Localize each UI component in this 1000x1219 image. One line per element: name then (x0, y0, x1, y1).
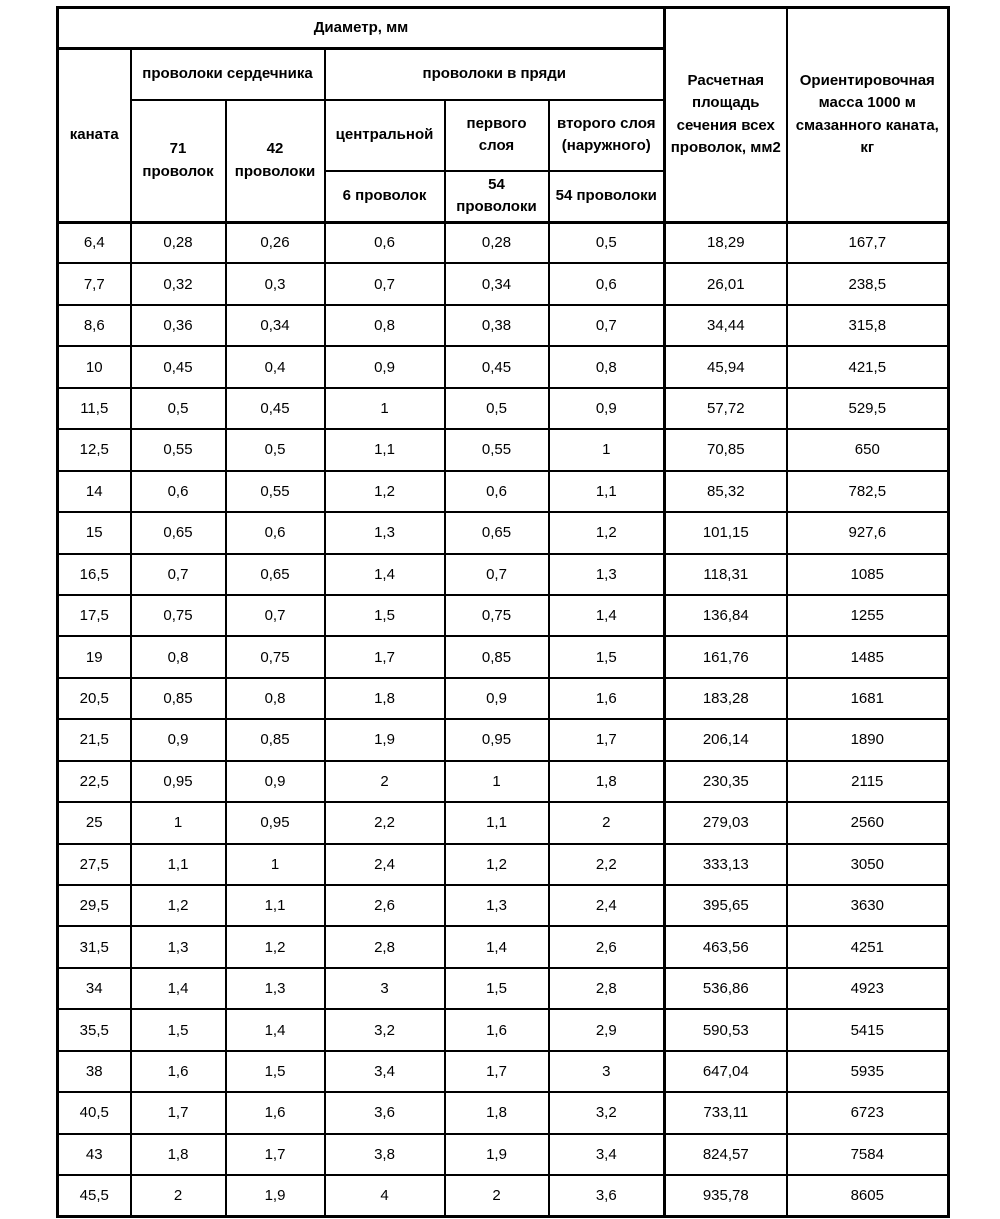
cell-strand-second-layer: 1,2 (549, 512, 665, 553)
cell-core-wire-71: 1,4 (131, 968, 226, 1009)
header-strand-central: центральной (325, 100, 445, 171)
cell-cross-section-area: 57,72 (665, 388, 787, 429)
cell-mass-1000m: 315,8 (787, 305, 949, 346)
cell-strand-central: 3 (325, 968, 445, 1009)
cell-strand-central: 1,7 (325, 636, 445, 677)
cell-strand-first-layer: 1,3 (445, 885, 549, 926)
cell-rope-diameter: 7,7 (58, 263, 131, 304)
cell-mass-1000m: 650 (787, 429, 949, 470)
cell-core-wire-42: 1,1 (226, 885, 325, 926)
cell-rope-diameter: 16,5 (58, 554, 131, 595)
cell-cross-section-area: 647,04 (665, 1051, 787, 1092)
cell-strand-second-layer: 1,7 (549, 719, 665, 760)
cell-cross-section-area: 161,76 (665, 636, 787, 677)
table-row (58, 968, 949, 1009)
cell-cross-section-area: 26,01 (665, 263, 787, 304)
cell-strand-first-layer: 0,28 (445, 222, 549, 263)
cell-cross-section-area: 935,78 (665, 1175, 787, 1216)
cell-rope-diameter: 35,5 (58, 1009, 131, 1050)
cell-cross-section-area: 70,85 (665, 429, 787, 470)
cell-core-wire-71: 1,1 (131, 844, 226, 885)
cell-strand-second-layer: 0,7 (549, 305, 665, 346)
header-strand-wires-group: проволоки в пряди (325, 49, 665, 100)
cell-mass-1000m: 1085 (787, 554, 949, 595)
cell-cross-section-area: 136,84 (665, 595, 787, 636)
cell-strand-central: 2,4 (325, 844, 445, 885)
cell-core-wire-42: 0,55 (226, 471, 325, 512)
cell-rope-diameter: 29,5 (58, 885, 131, 926)
cell-rope-diameter: 40,5 (58, 1092, 131, 1133)
cell-mass-1000m: 927,6 (787, 512, 949, 553)
table-row (58, 595, 949, 636)
cell-cross-section-area: 85,32 (665, 471, 787, 512)
cell-strand-first-layer: 0,85 (445, 636, 549, 677)
cell-strand-central: 0,8 (325, 305, 445, 346)
table-row (58, 719, 949, 760)
cell-mass-1000m: 5935 (787, 1051, 949, 1092)
cell-core-wire-71: 1,3 (131, 926, 226, 967)
cell-strand-second-layer: 0,8 (549, 346, 665, 387)
cell-mass-1000m: 4923 (787, 968, 949, 1009)
cell-core-wire-42: 0,45 (226, 388, 325, 429)
cell-mass-1000m: 1890 (787, 719, 949, 760)
table-row (58, 429, 949, 470)
cell-rope-diameter: 11,5 (58, 388, 131, 429)
cell-strand-central: 1,4 (325, 554, 445, 595)
cell-rope-diameter: 8,6 (58, 305, 131, 346)
cell-core-wire-42: 1,9 (226, 1175, 325, 1216)
table-row (58, 678, 949, 719)
table-row (58, 636, 949, 677)
cell-strand-second-layer: 3,4 (549, 1134, 665, 1175)
cell-strand-central: 1,2 (325, 471, 445, 512)
cell-core-wire-42: 0,7 (226, 595, 325, 636)
header-core-42: 42 проволоки (226, 100, 325, 223)
cell-rope-diameter: 21,5 (58, 719, 131, 760)
cell-core-wire-42: 1,6 (226, 1092, 325, 1133)
cell-rope-diameter: 25 (58, 802, 131, 843)
cell-strand-second-layer: 0,6 (549, 263, 665, 304)
table-row (58, 885, 949, 926)
cell-strand-central: 2,6 (325, 885, 445, 926)
cell-rope-diameter: 15 (58, 512, 131, 553)
cell-strand-second-layer: 1,3 (549, 554, 665, 595)
cell-strand-first-layer: 0,95 (445, 719, 549, 760)
cell-mass-1000m: 529,5 (787, 388, 949, 429)
table-row (58, 802, 949, 843)
cell-mass-1000m: 7584 (787, 1134, 949, 1175)
cell-strand-central: 1 (325, 388, 445, 429)
cell-strand-second-layer: 2,9 (549, 1009, 665, 1050)
cell-rope-diameter: 22,5 (58, 761, 131, 802)
cell-cross-section-area: 590,53 (665, 1009, 787, 1050)
cell-core-wire-71: 0,8 (131, 636, 226, 677)
cell-strand-second-layer: 1,5 (549, 636, 665, 677)
cell-core-wire-71: 0,65 (131, 512, 226, 553)
cell-mass-1000m: 238,5 (787, 263, 949, 304)
table-row (58, 1051, 949, 1092)
table-row (58, 1092, 949, 1133)
cell-core-wire-71: 0,6 (131, 471, 226, 512)
header-strand-first-layer: первого слоя (445, 100, 549, 171)
cell-core-wire-71: 0,45 (131, 346, 226, 387)
cell-strand-first-layer: 0,6 (445, 471, 549, 512)
cell-core-wire-71: 2 (131, 1175, 226, 1216)
cell-strand-central: 1,9 (325, 719, 445, 760)
cell-strand-first-layer: 1 (445, 761, 549, 802)
cell-strand-second-layer: 2,6 (549, 926, 665, 967)
header-mass-1000m: Ориентировочная масса 1000 м смазанного каната, кг (787, 8, 949, 223)
cell-cross-section-area: 18,29 (665, 222, 787, 263)
cell-strand-second-layer: 3,2 (549, 1092, 665, 1133)
cell-rope-diameter: 20,5 (58, 678, 131, 719)
table-row (58, 512, 949, 553)
cell-strand-first-layer: 0,34 (445, 263, 549, 304)
header-strand-central-sub: 6 проволок (325, 171, 445, 223)
cell-strand-central: 3,6 (325, 1092, 445, 1133)
cell-core-wire-71: 0,32 (131, 263, 226, 304)
cell-rope-diameter: 27,5 (58, 844, 131, 885)
cell-core-wire-42: 0,5 (226, 429, 325, 470)
cell-strand-first-layer: 1,8 (445, 1092, 549, 1133)
cell-core-wire-42: 0,4 (226, 346, 325, 387)
cell-strand-first-layer: 1,6 (445, 1009, 549, 1050)
cell-cross-section-area: 395,65 (665, 885, 787, 926)
cell-cross-section-area: 536,86 (665, 968, 787, 1009)
cell-core-wire-42: 1 (226, 844, 325, 885)
cell-strand-central: 1,5 (325, 595, 445, 636)
cell-mass-1000m: 421,5 (787, 346, 949, 387)
header-diameter-group: Диаметр, мм (58, 8, 665, 49)
cell-core-wire-42: 1,2 (226, 926, 325, 967)
table-row (58, 263, 949, 304)
cell-strand-second-layer: 1,4 (549, 595, 665, 636)
cell-strand-first-layer: 1,1 (445, 802, 549, 843)
cell-strand-central: 0,7 (325, 263, 445, 304)
cell-strand-central: 4 (325, 1175, 445, 1216)
table-row (58, 222, 949, 263)
cell-strand-central: 0,6 (325, 222, 445, 263)
cell-strand-first-layer: 2 (445, 1175, 549, 1216)
cell-core-wire-71: 0,95 (131, 761, 226, 802)
cell-core-wire-71: 0,9 (131, 719, 226, 760)
cell-core-wire-71: 1 (131, 802, 226, 843)
cell-strand-central: 2 (325, 761, 445, 802)
cell-strand-first-layer: 1,4 (445, 926, 549, 967)
cell-core-wire-71: 0,7 (131, 554, 226, 595)
cell-strand-central: 1,8 (325, 678, 445, 719)
cell-core-wire-42: 0,34 (226, 305, 325, 346)
header-cross-section-area: Расчетная площадь сечения всех проволок, мм2 (665, 8, 787, 223)
cell-core-wire-42: 0,75 (226, 636, 325, 677)
cell-mass-1000m: 167,7 (787, 222, 949, 263)
table-row (58, 1134, 949, 1175)
cell-strand-first-layer: 0,9 (445, 678, 549, 719)
cell-mass-1000m: 2560 (787, 802, 949, 843)
cell-mass-1000m: 3050 (787, 844, 949, 885)
cell-cross-section-area: 34,44 (665, 305, 787, 346)
cell-cross-section-area: 463,56 (665, 926, 787, 967)
cell-core-wire-71: 0,75 (131, 595, 226, 636)
cell-strand-central: 2,2 (325, 802, 445, 843)
cell-strand-central: 3,2 (325, 1009, 445, 1050)
cell-strand-first-layer: 0,5 (445, 388, 549, 429)
cell-strand-first-layer: 1,9 (445, 1134, 549, 1175)
cell-mass-1000m: 4251 (787, 926, 949, 967)
cell-core-wire-71: 0,85 (131, 678, 226, 719)
cell-strand-first-layer: 0,38 (445, 305, 549, 346)
table-row (58, 844, 949, 885)
header-row-1 (58, 8, 949, 49)
cell-strand-second-layer: 3 (549, 1051, 665, 1092)
table-row (58, 554, 949, 595)
cell-strand-first-layer: 0,45 (445, 346, 549, 387)
cell-mass-1000m: 1255 (787, 595, 949, 636)
cell-cross-section-area: 183,28 (665, 678, 787, 719)
cell-strand-central: 3,4 (325, 1051, 445, 1092)
cell-strand-second-layer: 2,8 (549, 968, 665, 1009)
cell-mass-1000m: 1681 (787, 678, 949, 719)
cell-mass-1000m: 8605 (787, 1175, 949, 1216)
cell-cross-section-area: 206,14 (665, 719, 787, 760)
cell-strand-central: 0,9 (325, 346, 445, 387)
cell-cross-section-area: 101,15 (665, 512, 787, 553)
table-row (58, 926, 949, 967)
cell-strand-second-layer: 0,5 (549, 222, 665, 263)
cell-strand-second-layer: 2,4 (549, 885, 665, 926)
header-core-wires-group: проволоки сердечника (131, 49, 325, 100)
cell-mass-1000m: 1485 (787, 636, 949, 677)
cell-core-wire-71: 0,55 (131, 429, 226, 470)
cell-strand-second-layer: 1,1 (549, 471, 665, 512)
cell-mass-1000m: 3630 (787, 885, 949, 926)
cell-strand-central: 2,8 (325, 926, 445, 967)
cell-cross-section-area: 45,94 (665, 346, 787, 387)
header-strand-second-layer-sub: 54 проволоки (549, 171, 665, 223)
cell-strand-central: 3,8 (325, 1134, 445, 1175)
cell-strand-first-layer: 0,55 (445, 429, 549, 470)
cell-strand-first-layer: 0,7 (445, 554, 549, 595)
cell-strand-second-layer: 1 (549, 429, 665, 470)
table-row (58, 1175, 949, 1216)
cell-rope-diameter: 14 (58, 471, 131, 512)
cell-mass-1000m: 6723 (787, 1092, 949, 1133)
cell-core-wire-42: 0,65 (226, 554, 325, 595)
cell-strand-first-layer: 0,65 (445, 512, 549, 553)
cell-cross-section-area: 230,35 (665, 761, 787, 802)
cell-cross-section-area: 733,11 (665, 1092, 787, 1133)
cell-mass-1000m: 782,5 (787, 471, 949, 512)
cell-core-wire-42: 1,4 (226, 1009, 325, 1050)
cell-rope-diameter: 17,5 (58, 595, 131, 636)
cell-core-wire-71: 1,6 (131, 1051, 226, 1092)
cell-core-wire-42: 0,6 (226, 512, 325, 553)
cell-core-wire-42: 0,8 (226, 678, 325, 719)
cell-core-wire-71: 0,36 (131, 305, 226, 346)
header-core-71: 71 проволок (131, 100, 226, 223)
cell-mass-1000m: 5415 (787, 1009, 949, 1050)
cell-strand-first-layer: 0,75 (445, 595, 549, 636)
cell-rope-diameter: 31,5 (58, 926, 131, 967)
cell-cross-section-area: 333,13 (665, 844, 787, 885)
cell-strand-first-layer: 1,5 (445, 968, 549, 1009)
table-body (58, 222, 949, 1217)
cell-rope-diameter: 38 (58, 1051, 131, 1092)
cell-strand-second-layer: 2,2 (549, 844, 665, 885)
cell-core-wire-42: 0,95 (226, 802, 325, 843)
cell-core-wire-71: 1,5 (131, 1009, 226, 1050)
rope-spec-table (56, 6, 950, 1218)
cell-core-wire-42: 1,7 (226, 1134, 325, 1175)
cell-rope-diameter: 10 (58, 346, 131, 387)
cell-core-wire-42: 0,3 (226, 263, 325, 304)
header-rope: каната (58, 49, 131, 223)
cell-core-wire-42: 0,85 (226, 719, 325, 760)
cell-rope-diameter: 45,5 (58, 1175, 131, 1216)
table-row (58, 1009, 949, 1050)
cell-core-wire-42: 0,9 (226, 761, 325, 802)
cell-core-wire-42: 0,26 (226, 222, 325, 263)
cell-cross-section-area: 118,31 (665, 554, 787, 595)
cell-core-wire-71: 1,8 (131, 1134, 226, 1175)
table-row (58, 305, 949, 346)
cell-core-wire-71: 0,28 (131, 222, 226, 263)
cell-strand-first-layer: 1,2 (445, 844, 549, 885)
header-strand-first-layer-sub: 54 проволоки (445, 171, 549, 223)
table-header (58, 8, 949, 223)
cell-strand-central: 1,3 (325, 512, 445, 553)
cell-rope-diameter: 19 (58, 636, 131, 677)
cell-core-wire-71: 1,7 (131, 1092, 226, 1133)
cell-core-wire-71: 1,2 (131, 885, 226, 926)
cell-core-wire-42: 1,3 (226, 968, 325, 1009)
cell-rope-diameter: 34 (58, 968, 131, 1009)
cell-core-wire-42: 1,5 (226, 1051, 325, 1092)
cell-rope-diameter: 43 (58, 1134, 131, 1175)
table-row (58, 471, 949, 512)
header-strand-second-layer: второго слоя (наружного) (549, 100, 665, 171)
cell-strand-second-layer: 2 (549, 802, 665, 843)
cell-cross-section-area: 279,03 (665, 802, 787, 843)
cell-strand-second-layer: 3,6 (549, 1175, 665, 1216)
cell-mass-1000m: 2115 (787, 761, 949, 802)
cell-strand-second-layer: 0,9 (549, 388, 665, 429)
cell-strand-second-layer: 1,6 (549, 678, 665, 719)
cell-strand-second-layer: 1,8 (549, 761, 665, 802)
cell-cross-section-area: 824,57 (665, 1134, 787, 1175)
cell-strand-first-layer: 1,7 (445, 1051, 549, 1092)
cell-strand-central: 1,1 (325, 429, 445, 470)
table-row (58, 346, 949, 387)
cell-rope-diameter: 12,5 (58, 429, 131, 470)
cell-rope-diameter: 6,4 (58, 222, 131, 263)
table-row (58, 388, 949, 429)
cell-core-wire-71: 0,5 (131, 388, 226, 429)
table-row (58, 761, 949, 802)
